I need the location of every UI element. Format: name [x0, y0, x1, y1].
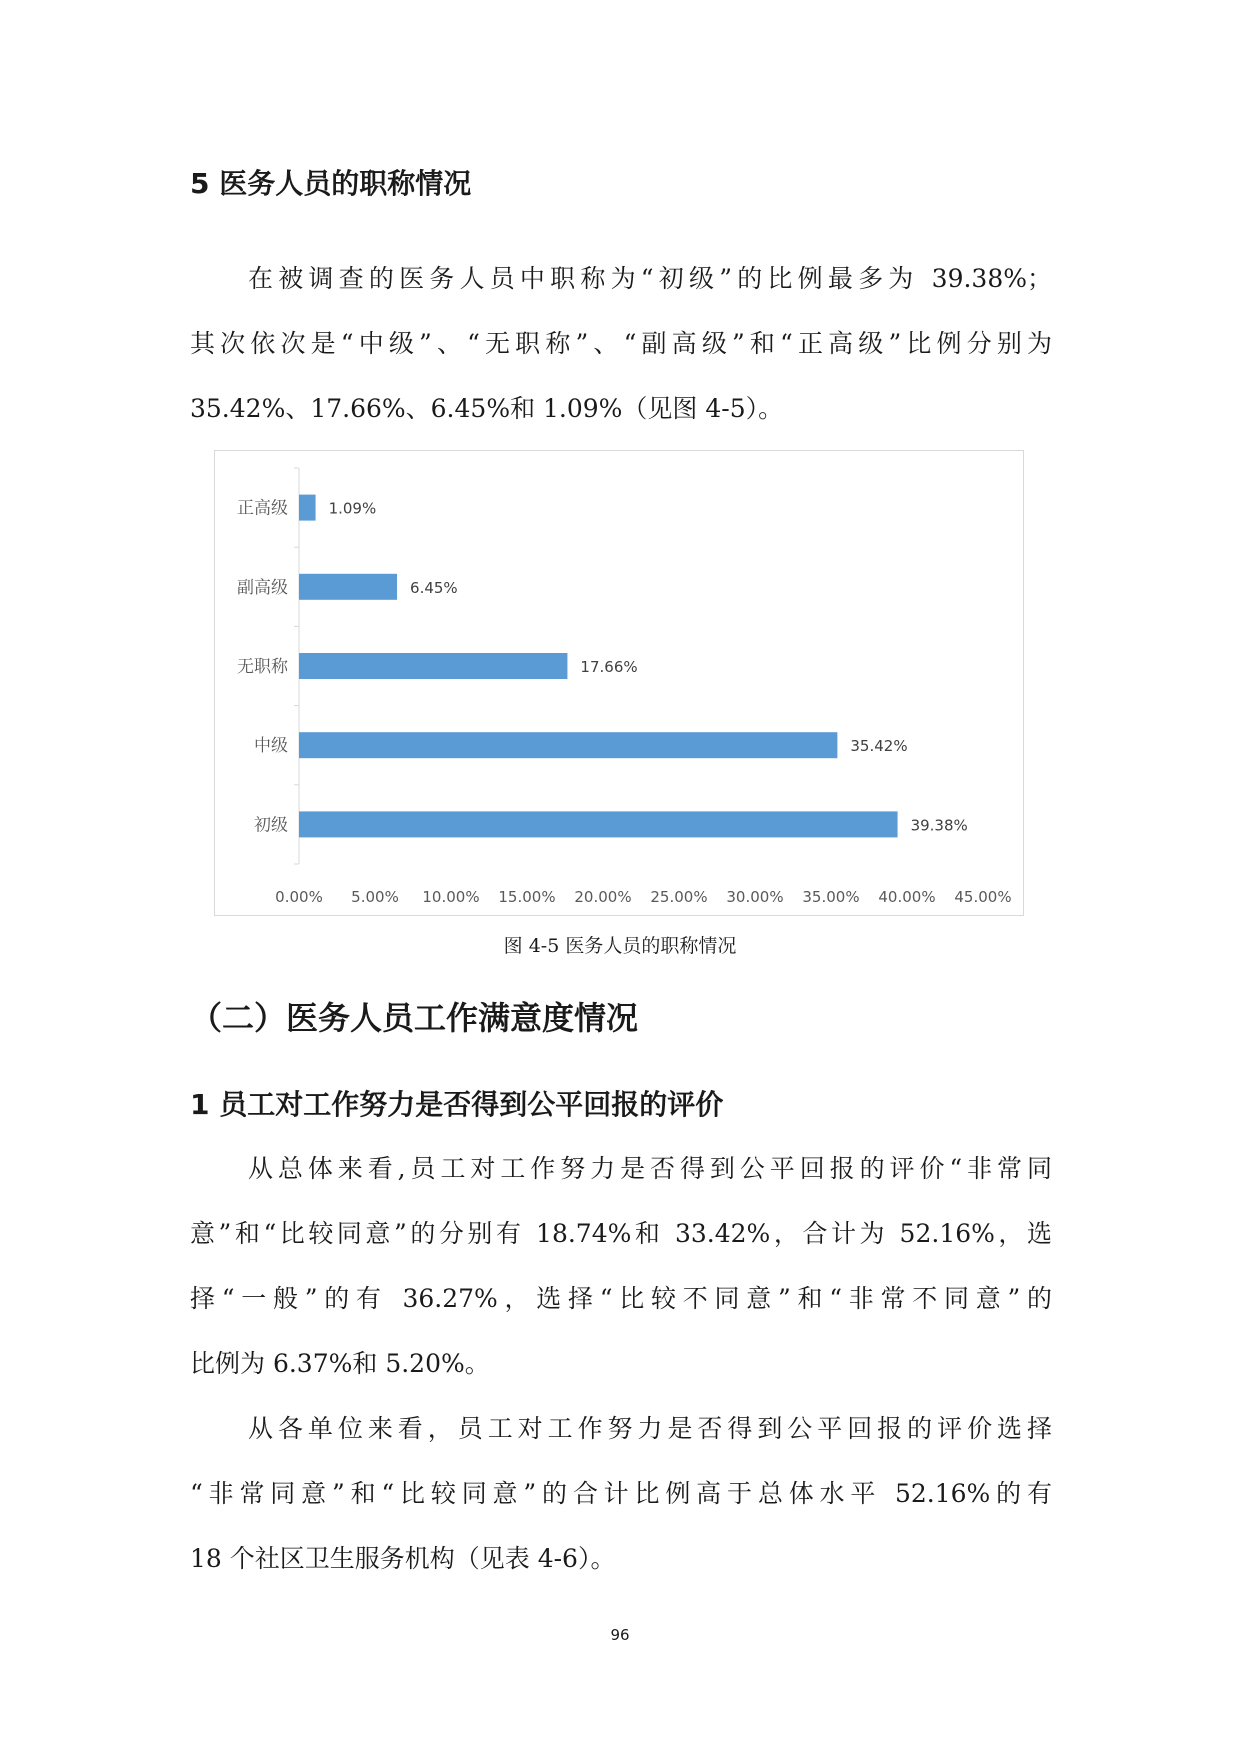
- x-tick-label: 10.00%: [422, 888, 480, 906]
- data-label: 17.66%: [580, 658, 638, 676]
- chart-svg: [215, 451, 1023, 915]
- bar-0: [299, 495, 316, 521]
- paragraph-by-unit: [190, 1396, 1052, 1591]
- x-tick-label: 20.00%: [574, 888, 632, 906]
- category-label: 无职称: [237, 657, 288, 677]
- x-tick-label: 0.00%: [275, 888, 323, 906]
- category-label: 初级: [254, 815, 288, 836]
- figure-caption: 图 4-5 医务人员的职称情况: [503, 935, 737, 957]
- x-tick-label: 5.00%: [351, 888, 399, 906]
- bar-1: [299, 574, 397, 600]
- paragraph-line: 从总体来看,员工对工作努力是否得到公平回报的评价“非常同: [248, 1154, 1052, 1183]
- paragraph-line: 择“一般”的有 36.27%，选择“比较不同意”和“非常不同意”的: [190, 1284, 1052, 1313]
- bar-2: [299, 653, 567, 679]
- bar-3: [299, 732, 837, 758]
- title-level-bar-chart: [214, 450, 1024, 916]
- category-label: 副高级: [237, 577, 288, 598]
- paragraph-line: 从各单位来看，员工对工作努力是否得到公平回报的评价选择: [248, 1414, 1052, 1443]
- category-label: 中级: [254, 736, 288, 757]
- page-number: 96: [610, 1626, 630, 1644]
- paragraph-line: 其次依次是“中级”、“无职称”、“副高级”和“正高级”比例分别为: [190, 329, 1052, 358]
- data-label: 1.09%: [328, 499, 377, 518]
- data-label: 6.45%: [410, 578, 458, 597]
- paragraph-line: “非常同意”和“比较同意”的合计比例高于总体水平 52.16%的有: [190, 1479, 1052, 1508]
- x-tick-label: 25.00%: [650, 888, 708, 906]
- category-label: 正高级: [237, 498, 288, 519]
- paragraph-line: 在被调查的医务人员中职称为“初级”的比例最多为 39.38%；: [248, 264, 1052, 293]
- x-tick-label: 45.00%: [954, 888, 1012, 906]
- paragraph-line: 18 个社区卫生服务机构（见表 4-6）。: [190, 1544, 616, 1573]
- section-heading-satisfaction: （二）医务人员工作满意度情况: [190, 999, 639, 1037]
- paragraph-overall: [190, 1136, 1052, 1396]
- data-label: 39.38%: [910, 816, 968, 835]
- section-heading-title-levels: 5 医务人员的职称情况: [190, 167, 472, 200]
- x-tick-label: 35.00%: [802, 888, 860, 906]
- paragraph-line: 35.42%、17.66%、6.45%和 1.09%（见图 4-5）。: [190, 394, 784, 423]
- paragraph-title-levels: [190, 246, 1052, 441]
- paragraph-line: 比例为 6.37%和 5.20%。: [190, 1349, 490, 1378]
- data-label: 35.42%: [850, 737, 908, 756]
- subsection-heading-fair-reward: 1 员工对工作努力是否得到公平回报的评价: [190, 1088, 724, 1121]
- paragraph-line: 意”和“比较同意”的分别有 18.74%和 33.42%，合计为 52.16%，选: [190, 1219, 1052, 1248]
- x-tick-label: 30.00%: [726, 888, 784, 906]
- x-tick-label: 40.00%: [878, 888, 936, 906]
- x-tick-label: 15.00%: [498, 888, 556, 906]
- bar-4: [299, 811, 898, 837]
